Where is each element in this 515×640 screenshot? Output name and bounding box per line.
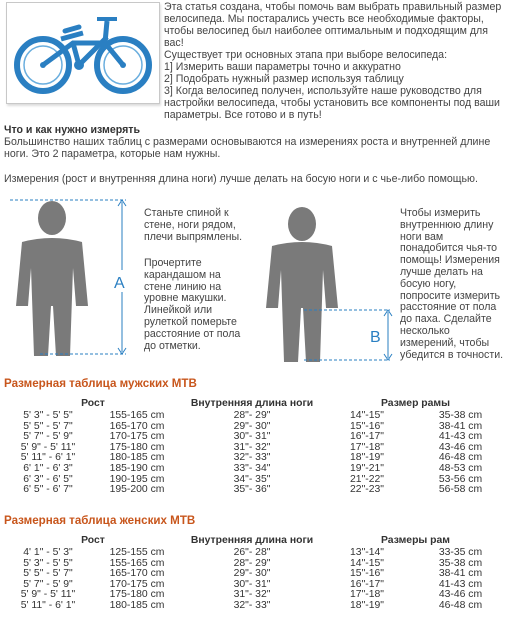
intro-paragraph: Эта статья создана, чтобы помочь вам выбрать правильный размер велосипеда. Мы постарались учесть все необходимые факторы, чтобы велосипед был наиболее оптимальным и подходящим для вас! [164,1,502,49]
table-cell: 5' 5" - 5' 7" [23,568,73,580]
table-cell: 21"-22" [350,473,384,485]
table-cell: 170-175 cm [109,578,165,590]
table-cell: 6' 1" - 6' 3" [23,462,73,474]
table-cell: 56-58 cm [438,484,483,496]
table-cell: 33"- 34" [233,462,271,474]
table-cell: 5' 3" - 5' 5" [23,557,73,569]
mens-size-table [4,398,509,496]
table-cell: 43-46 cm [438,589,483,601]
table-cell: 30"- 31" [233,431,271,443]
header-inseam: Внутренняя длина ноги [190,535,314,547]
table-cell: 185-190 cm [109,462,165,474]
table-cell: 28"- 29" [233,557,271,569]
table-cell: 46-48 cm [438,599,483,611]
table-cell: 30"- 31" [233,578,271,590]
table-cell: 26"- 28" [233,547,271,558]
table-cell: 190-195 cm [109,473,165,485]
intro-step-1: 1] Измерить ваши параметры точно и аккуратно [164,61,401,73]
bicycle-icon [7,3,159,103]
figure-a-text-1: Станьте спиной к стене, ноги рядом, плечи выпрямлены. [144,207,243,243]
figure-a-text-2: Прочертите карандашом на стене линию на уровне макушки. Линейкой или рулеткой померьте расстояние от пола до отметки. [144,257,241,352]
table-cell: 5' 9" - 5' 11" [20,589,76,601]
figure-b-text: Чтобы измерить внутреннюю длину ноги вам понадобится чья-то помощь! Измерения лучше делать на босую ногу, попросите измерить расстояние от пола до паха. Сделайте несколько измерений, чтобы убедится в точности. [400,207,504,361]
table-cell: 33-35 cm [438,547,483,558]
table-cell: 165-170 cm [109,568,165,580]
person-figure-icon [266,207,338,362]
table-cell: 195-200 cm [109,484,165,496]
header-inseam: Внутренняя длина ноги [190,398,314,410]
mens-table-title: Размерная таблица мужских МТВ [4,377,197,390]
table-cell: 165-170 cm [109,420,165,432]
header-frame: Размеры рам [381,535,450,547]
table-cell: 29"- 30" [233,420,271,432]
table-cell: 6' 3" - 6' 5" [23,473,73,485]
table-cell: 18"-19" [350,452,384,464]
table-cell: 41-43 cm [438,431,483,443]
table-cell: 180-185 cm [109,452,165,464]
table-cell: 16"-17" [350,431,384,443]
figure-height-measure [10,196,140,364]
table-row [4,485,509,496]
table-cell: 43-46 cm [438,441,483,453]
intro-step-2: 2] Подобрать нужный размер используя таблицу [164,73,404,85]
table-cell: 35-38 cm [438,557,483,569]
measure-note: Измерения (рост и внутренняя длина ноги) лучше делать на босую ноги и с чье-либо помощью. [4,173,478,185]
table-cell: 32"- 33" [233,452,271,464]
table-cell: 17"-18" [350,441,384,453]
table-cell: 180-185 cm [109,599,165,611]
intro-text [164,1,509,121]
header-frame: Размер рамы [381,398,450,410]
table-cell: 15"-16" [350,568,384,580]
header-height: Рост [81,535,105,547]
table-cell: 31"- 32" [233,589,271,601]
table-cell: 46-48 cm [438,452,483,464]
table-cell: 5' 3" - 5' 5" [23,410,73,421]
measure-heading: Что и как нужно измерять [4,124,141,136]
table-cell: 155-165 cm [109,557,165,569]
womens-size-table [4,535,509,612]
table-cell: 41-43 cm [438,578,483,590]
table-cell: 5' 5" - 5' 7" [23,420,73,432]
table-cell: 13"-14" [350,547,384,558]
header-height: Рост [81,398,105,410]
bike-image-box [6,2,160,104]
table-cell: 14"-15" [350,410,384,421]
table-row [4,601,509,612]
intro-steps-heading: Существует три основных этапа при выборе велосипеда: [164,49,448,61]
table-cell: 175-180 cm [109,589,165,601]
table-cell: 14"-15" [350,557,384,569]
table-cell: 53-56 cm [438,473,483,485]
table-cell: 16"-17" [350,578,384,590]
table-cell: 155-165 cm [109,410,165,421]
measure-text: Большинство наших таблиц с размерами основываются на измерениях роста и внутренней длине ноги. Это 2 параметра, которые нам нужны. [4,136,491,160]
table-cell: 32"- 33" [233,599,271,611]
table-cell: 5' 9" - 5' 11" [20,441,76,453]
table-cell: 48-53 cm [438,462,483,474]
table-cell: 5' 7" - 5' 9" [23,578,73,590]
table-cell: 35-38 cm [438,410,483,421]
table-row [4,548,509,559]
table-cell: 175-180 cm [109,441,165,453]
table-cell: 34"- 35" [233,473,271,485]
table-cell: 18"-19" [350,599,384,611]
table-cell: 5' 11" - 6' 1" [20,599,76,611]
table-cell: 125-155 cm [109,547,165,558]
measure-section [4,124,509,160]
table-cell: 5' 11" - 6' 1" [20,452,76,464]
table-cell: 38-41 cm [438,420,483,432]
table-row [4,411,509,422]
table-cell: 22"-23" [350,484,384,496]
figure-a-label: A [114,275,125,292]
figure-inseam-measure [260,204,400,366]
table-row [4,464,509,475]
table-cell: 170-175 cm [109,431,165,443]
table-cell: 5' 7" - 5' 9" [23,431,73,443]
table-cell: 4' 1" - 5' 3" [23,547,73,558]
table-cell: 17"-18" [350,589,384,601]
figure-b-label: B [370,329,381,346]
intro-step-3: 3] Когда велосипед получен, используйте наше руководство для настройки велосипеда, чтобы установить все компоненты под ваши параметры. Все готово и в путь! [164,85,500,121]
table-cell: 19"-21" [350,462,384,474]
table-cell: 15"-16" [350,420,384,432]
person-figure-icon [16,201,88,356]
table-cell: 31"- 32" [233,441,271,453]
table-cell: 28"- 29" [233,410,271,421]
table-cell: 38-41 cm [438,568,483,580]
table-cell: 6' 5" - 6' 7" [23,484,73,496]
table-cell: 29"- 30" [233,568,271,580]
womens-table-title: Размерная таблица женских МТВ [4,514,196,527]
table-cell: 35"- 36" [233,484,271,496]
